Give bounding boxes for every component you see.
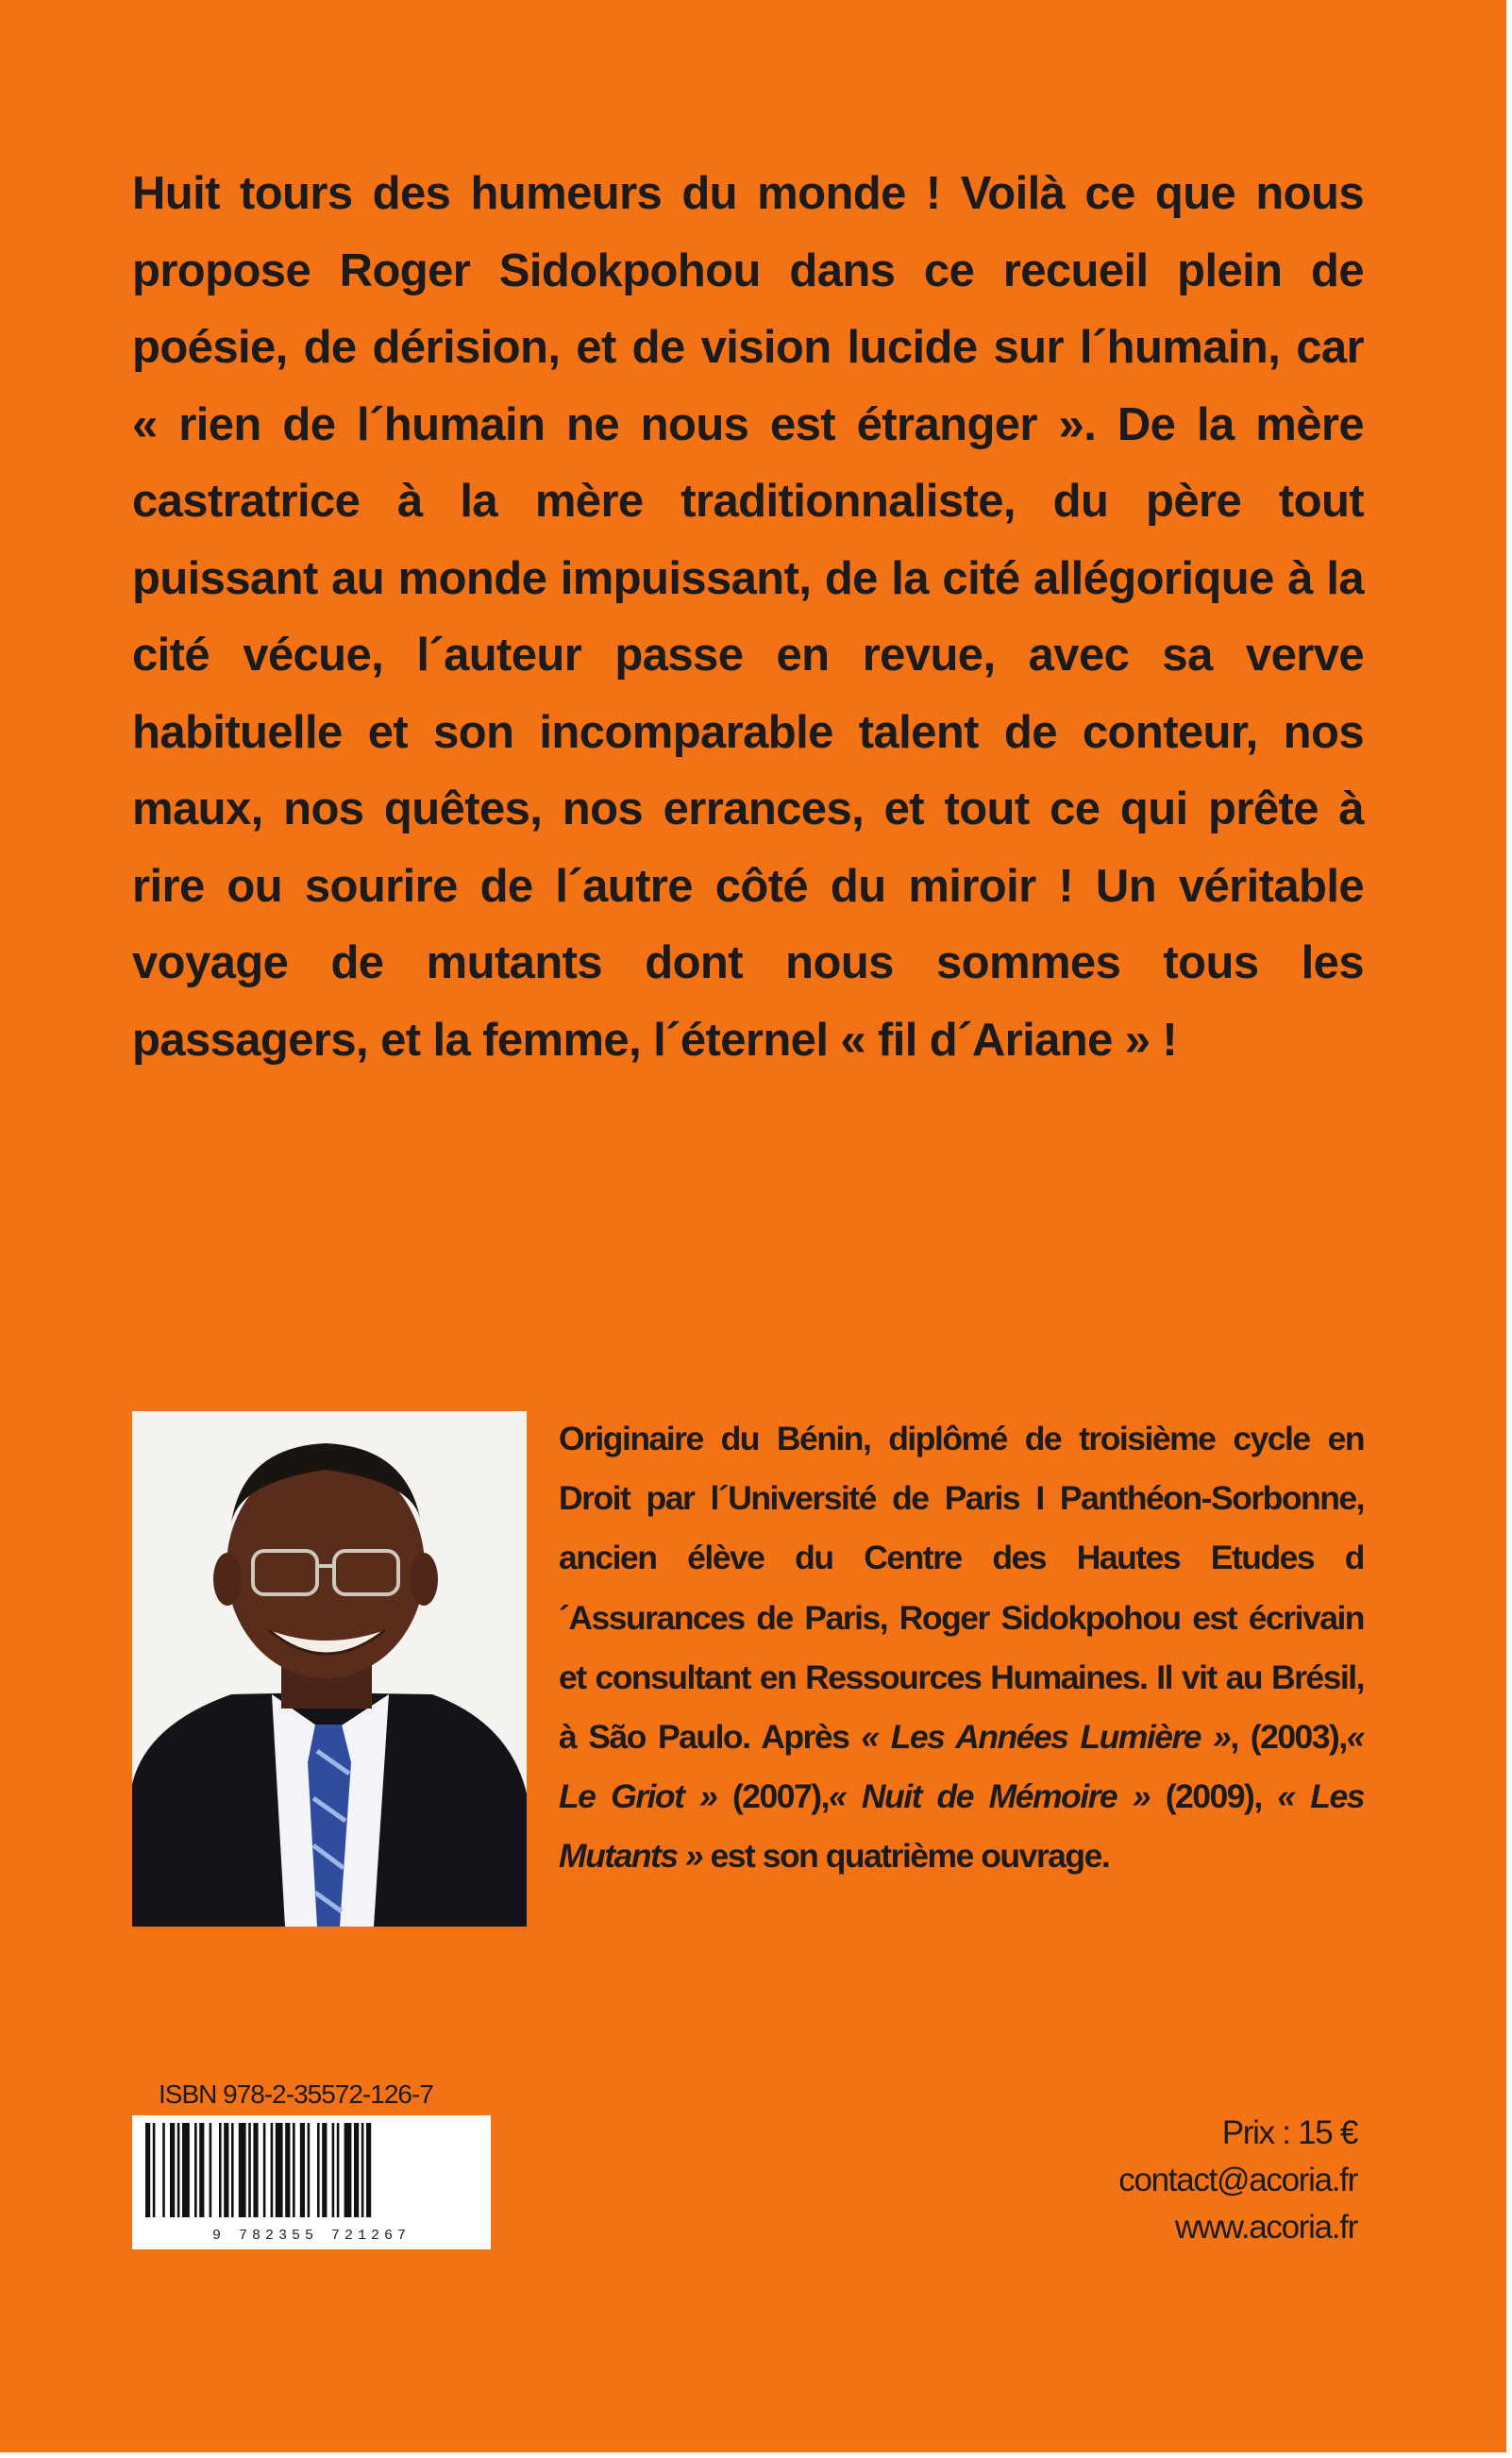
bio-title-le-griot: « Le Griot » [559,1718,1364,1816]
isbn-label: ISBN 978-2-35572-126-7 [159,2079,433,2109]
barcode-bar [162,2123,165,2217]
publisher-website: www.acoria.fr [1174,2209,1357,2246]
barcode-bar [263,2123,266,2217]
barcode-bar [300,2123,305,2217]
author-photo [132,1411,527,1927]
bio-text-5: est son quatrième ouvrage. [702,1837,1110,1876]
barcode-bar [153,2123,156,2217]
contact-email: contact@acoria.fr [1118,2162,1357,2198]
bio-text-1: Originaire du Bénin, diplômé de troisième cycle en Droit par l´Université de Paris I Panthéon-Sorbonne, ancien élève du Centre des Hautes Etudes d´Assurances de Paris, Roger Sidokpohou est écrivain et consultant en Ressources Humaines. Il vit au Brésil, à São Paulo. Après [559,1420,1364,1757]
barcode-bar [271,2123,274,2217]
barcode-bar [194,2123,197,2217]
barcode-bar [337,2123,340,2217]
barcode-bar [199,2123,204,2217]
publisher-info [1118,2110,1357,2251]
barcode-bar [308,2123,311,2217]
barcode-bar [317,2123,320,2217]
price: Prix : 15 € [1221,2114,1357,2151]
barcode-bar [276,2123,283,2217]
bio-text-2: , (2003), [1230,1718,1347,1757]
bio-title-annees-lumiere: « Les Années Lumière » [861,1718,1231,1757]
barcode-bar [253,2123,258,2217]
bio-title-les-mutants: « Les Mutants » [559,1777,1364,1876]
barcode-bar [285,2123,290,2217]
cover-blurb: Huit tours des humeurs du monde ! Voilà ce que nous propose Roger Sidokpohou dans ce recueil plein de poésie, de dérision, et de vision lucide sur l´humain, car « rien de l´humain ne nous est étranger ». De la mère castratrice à la mère traditionnaliste, du père tout puissant au monde impuissant, de la cité allégorique à la cité vécue, l´auteur passe en revue, avec sa verve habituelle et son incomparable talent de conteur, nos maux, nos quêtes, nos errances, et tout ce qui prête à rire ou sourire de l´autre côté du miroir ! Un véritable voyage de mutants dont nous sommes tous les passagers, et la femme, l´éternel « fil d´Ariane » ! [132,168,1364,1066]
bio-text-4: (2009), [1150,1777,1278,1816]
barcode-bar [177,2123,180,2217]
barcode-bar [322,2123,327,2217]
isbn-barcode [132,2115,491,2249]
bio-text-3: (2007), [716,1777,829,1816]
barcode-bar [366,2123,371,2217]
barcode-bar [182,2123,190,2217]
barcode-bar [344,2123,352,2217]
barcode-bar [361,2123,364,2217]
barcode-bar [145,2123,150,2217]
barcode-bar [210,2123,212,2217]
barcode-bar [239,2123,246,2217]
bio-title-nuit-de-memoire: « Nuit de Mémoire » [828,1777,1151,1816]
barcode-bar [354,2123,359,2217]
barcode-digits: 9 782355 721267 [211,2228,412,2244]
author-bio [559,1409,1364,1887]
barcode-bar [231,2123,234,2217]
barcode-bar [332,2123,335,2217]
barcode-bar [293,2123,295,2217]
barcode-bar [170,2123,175,2217]
barcode-bar [248,2123,251,2217]
barcode-bar [224,2123,228,2217]
barcode-bar [219,2123,222,2217]
